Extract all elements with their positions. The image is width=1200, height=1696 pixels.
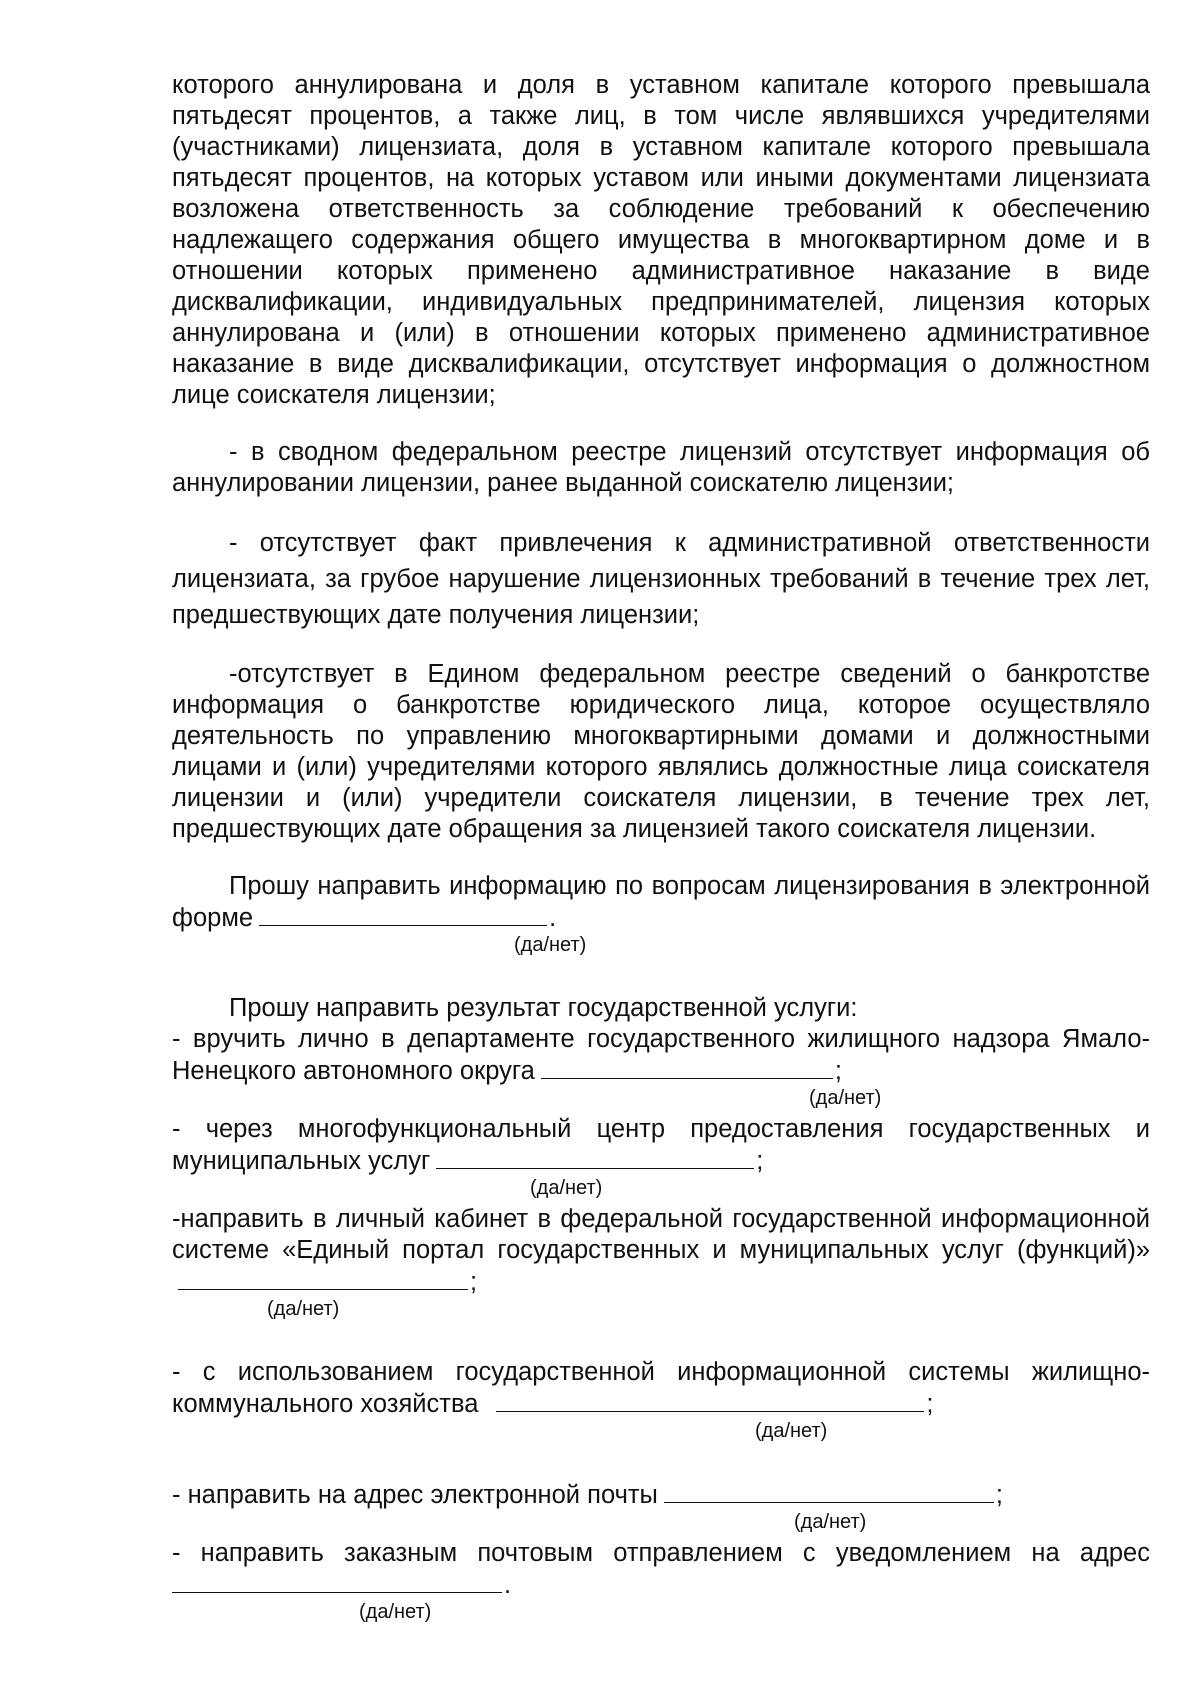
option-email-blank[interactable] — [664, 1479, 994, 1503]
option-in-person — [172, 1024, 1150, 1087]
option-email-text: - направить на адрес электронной почты — [172, 1481, 658, 1509]
option-gis-zkh-blank[interactable] — [496, 1388, 924, 1412]
option-mfc-blank[interactable] — [436, 1145, 754, 1169]
request-info-end: . — [549, 904, 557, 932]
paragraph-federal-registry: - в сводном федеральном реестре лицензий отсутствует информация об аннулировании лицензии, ранее выданной соискателю лицензии; — [172, 438, 1150, 497]
option-email-hint: (да/нет) — [794, 1511, 867, 1533]
option-email — [172, 1479, 1150, 1511]
option-gis-zkh-hint: (да/нет) — [755, 1420, 828, 1442]
option-portal-text: -направить в личный кабинет в федеральной государственной информационной системе «Единый портал государственных и муниципальных услуг (функций)» — [172, 1205, 1150, 1264]
option-portal-hint: (да/нет) — [267, 1298, 340, 1320]
request-info-text: Прошу направить информацию по вопросам лицензирования в электронной форме — [172, 872, 1150, 932]
option-mfc-text: - через многофункциональный центр предоставления государственных и муниципальных услуг — [172, 1115, 1150, 1175]
option-registered-mail-blank[interactable] — [172, 1569, 502, 1593]
request-info-blank[interactable] — [259, 902, 547, 926]
option-portal — [172, 1204, 1150, 1298]
option-registered-mail-end: . — [504, 1571, 512, 1599]
option-email-end: ; — [995, 1481, 1003, 1509]
option-gis-zkh-text: - с использованием государственной информационной системы жилищно-коммунального хозяйства — [172, 1358, 1150, 1418]
document-page — [172, 70, 1150, 1628]
option-in-person-text: - вручить лично в департаменте государственного жилищного надзора Ямало-Ненецкого автономного округа — [172, 1025, 1150, 1085]
option-in-person-blank[interactable] — [541, 1055, 833, 1079]
paragraph-license-persons: которого аннулирована и доля в уставном капитале которого превышала пятьдесят процентов, а также лиц, в том числе являвшихся учредителями (участниками) лицензиата, доля в уставном капитале которого превышала пятьдесят процентов, на которых уставом или иными документами лицензиата возложена ответственность за соблюдение требований к обеспечению надлежащего содержания общего имущества в многоквартирном доме и в отношении которых применено административное наказание в виде дисквалификации, индивидуальных предпринимателей, лицензия которых аннулирована и (или) в отношении которых применено административное наказание в виде дисквалификации, отсутствует информация о должностном лице соискателя лицензии; — [172, 71, 1150, 409]
option-in-person-hint: (да/нет) — [809, 1087, 882, 1109]
option-registered-mail-text: - направить заказным почтовым отправлением с уведомлением на адрес — [172, 1539, 1150, 1567]
option-in-person-end: ; — [834, 1057, 842, 1085]
option-mfc-end: ; — [756, 1147, 764, 1175]
option-mfc-hint: (да/нет) — [530, 1177, 603, 1199]
paragraph-administrative-liability: - отсутствует факт привлечения к административной ответственности лицензиата, за грубое нарушение лицензионных требований в течение трех лет, предшествующих дате получения лицензии; — [172, 529, 1150, 629]
paragraph-bankruptcy-registry: -отсутствует в Едином федеральном реестре сведений о банкротстве информация о банкротстве юридического лица, которое осуществляло деятельность по управлению многоквартирными домами и должностными лицами и (или) учредителями которого являлись должностные лица соискателя лицензии и (или) учредители соискателя лицензии, в течение трех лет, предшествующих дате обращения за лицензией такого соискателя лицензии. — [172, 660, 1150, 843]
request-info-line — [172, 871, 1150, 934]
option-portal-end: ; — [470, 1268, 478, 1296]
option-portal-blank[interactable] — [178, 1266, 468, 1290]
request-result-heading: Прошу направить результат государственной услуги: — [229, 994, 858, 1022]
request-info-hint: (да/нет) — [514, 934, 587, 956]
option-registered-mail-hint: (да/нет) — [359, 1601, 432, 1623]
option-gis-zkh-end: ; — [926, 1390, 934, 1418]
option-mfc — [172, 1114, 1150, 1177]
option-gis-zkh — [172, 1357, 1150, 1420]
option-registered-mail — [172, 1538, 1150, 1601]
